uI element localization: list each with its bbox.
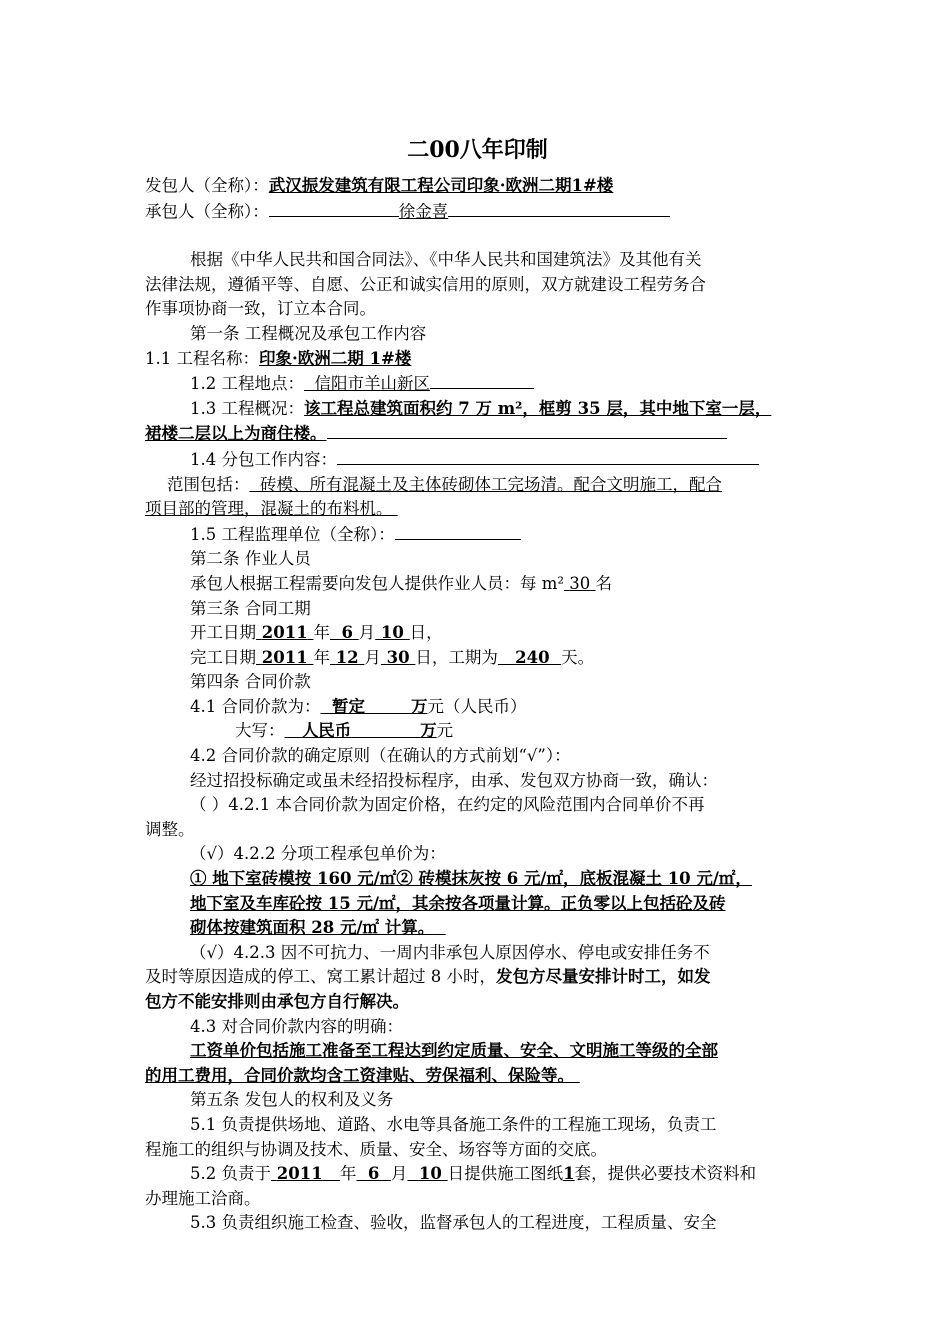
clause-2-text [145, 572, 810, 597]
clause-label: 4.1 合同价款为： [190, 696, 321, 716]
workers-count: 30 [569, 573, 591, 593]
clause-1-3 [145, 397, 810, 422]
unit-year: 年 [339, 1164, 357, 1184]
clause-label: 1.5 工程监理单位（全称）： [190, 524, 395, 544]
start-day: 10 [380, 623, 404, 643]
clause-5-1-b: 程施工的组织与协调及技术、质量、安全、场容等方面的交底。 [145, 1139, 607, 1159]
start-month: 6 [341, 623, 353, 643]
clause-5-1-a: 5.1 负责提供场地、道路、水电等具备施工条件的工程施工现场，负责工 [190, 1114, 717, 1134]
clause-1-2 [145, 371, 810, 397]
contractor-line [145, 199, 810, 225]
clause-bold-text: 的用工费用，合同价款均含工资津贴、劳保福利、保险等。 [145, 1065, 574, 1085]
unit-day: 日， [409, 623, 443, 643]
clause-1-1 [145, 347, 810, 372]
clause-4-3-v1 [145, 1039, 810, 1064]
clause-4-3: 4.3 对合同价款内容的明确： [190, 1016, 403, 1036]
blank-line [337, 447, 759, 465]
clause-4-2-3-b [145, 965, 810, 990]
blank-line [327, 421, 727, 439]
preamble-line-1: 根据《中华人民共和国合同法》、《中华人民共和国建筑法》及其他有关 [190, 250, 702, 270]
price-suffix: 元（人民币） [427, 696, 527, 716]
clause-5-2-b: 办理施工洽商。 [145, 1188, 261, 1208]
clause-4-2-3-c: 包方不能安排则由承包方自行解决。 [145, 992, 409, 1011]
clause-4-3-v2 [145, 1064, 810, 1089]
scope-line-2 [145, 497, 810, 522]
clause-label: 1.2 工程地点： [190, 374, 304, 394]
clause-bold-text: 工资单价包括施工准备至工程达到约定质量、安全、文明施工等级的全部 [190, 1041, 718, 1061]
clause-4-2: 4.2 合同价款的确定原则（在确认的方式前划“√”）： [190, 746, 571, 766]
unit-price-text: ① 地下室砖模按 160 元/㎡② 砖模抹灰按 6 元/㎡，底板混凝土 10 元/㎡， [190, 869, 752, 889]
clause-text: 及时等原因造成的停工、窝工累计超过 8 小时， [145, 967, 496, 987]
article-3-heading: 第三条 合同工期 [190, 598, 311, 618]
employer-name: 武汉振发建筑有限工程公司印象·欧洲二期1#楼 [268, 176, 614, 195]
scope-line-1 [145, 473, 810, 498]
scope-value-2: 项目部的管理，混凝土的布料机。 [145, 499, 393, 519]
contract-page [145, 130, 810, 1236]
unit-year: 年 [313, 623, 330, 643]
employer-label: 发包人（全称）： [145, 176, 269, 195]
unit-month: 月 [390, 1164, 408, 1184]
clause-5-2 [145, 1162, 810, 1187]
end-month: 12 [335, 647, 359, 667]
start-label: 开工日期 [190, 623, 256, 643]
preamble-line-3: 作事项协商一致，订立本合同。 [145, 299, 376, 319]
clause-5-3: 5.3 负责组织施工检查、验收，监督承包人的工程进度，工程质量、安全 [190, 1213, 717, 1233]
clause-label: 1.4 分包工作内容： [190, 449, 337, 469]
price-value: 暂定 万 [332, 696, 428, 716]
daxie-suffix: 元 [436, 721, 454, 741]
end-year: 2011 [261, 647, 308, 667]
clause-4-2-intro: 经过招投标确定或虽未经招投标程序，由承、发包双方协商一致，确认： [190, 770, 718, 790]
scope-label: 范围包括： [167, 474, 250, 494]
unit-month: 月 [364, 647, 381, 667]
unit-year: 年 [313, 647, 330, 667]
drawing-month: 6 [367, 1164, 380, 1184]
clause-4-2-3-a: （√）4.2.3 因不可抗力、一周内非承包人原因停水、停电或安排任务不 [190, 942, 710, 962]
clause-1-5 [145, 522, 810, 548]
unit-day: 日 [415, 647, 432, 667]
workers-unit: 名 [595, 573, 613, 593]
start-year: 2011 [261, 623, 308, 643]
clause-4-1 [145, 695, 810, 720]
unit-price-line-2 [145, 892, 810, 917]
preamble-line-2: 法律法规，遵循平等、自愿、公正和诚实信用的原则，双方就建设工程劳务合 [145, 274, 706, 294]
start-date-line [145, 621, 810, 646]
clause-4-2-1-b: 调整。 [145, 819, 195, 839]
clause-label: 5.2 负责于 [190, 1164, 271, 1184]
scope-value-1: 砖模、所有混凝土及主体砖砌体工完场清。配合文明施工，配合 [260, 474, 722, 494]
duration-value: 240 [515, 647, 550, 667]
end-date-line [145, 646, 810, 671]
project-name: 印象·欧洲二期 1#楼 [259, 348, 412, 368]
project-overview-2: 裙楼二层以上为商住楼。 [145, 424, 327, 444]
clause-label: 1.1 工程名称： [145, 348, 259, 368]
clause-text: 套，提供必要技术资料和 [574, 1164, 757, 1184]
clause-text: 日提供施工图纸 [447, 1164, 564, 1184]
duration-unit: 天。 [561, 647, 595, 667]
contractor-label: 承包人（全称）： [145, 201, 269, 221]
contractor-name: 徐金喜 [398, 201, 449, 221]
drawing-count: 1 [563, 1164, 575, 1184]
end-day: 30 [386, 647, 410, 667]
blank-line [269, 199, 399, 217]
blank-line [430, 371, 534, 389]
unit-price-text: 砌体按建筑面积 28 元/㎡ 计算。 [190, 918, 435, 938]
clause-4-2-1-a: （ ）4.2.1 本合同价款为固定价格，在约定的风险范围内合同单价不再 [190, 795, 705, 815]
clause-1-4 [145, 447, 810, 473]
daxie-label: 大写： [235, 721, 285, 741]
blank-line [448, 199, 670, 217]
clause-label: 1.3 工程概况： [190, 398, 304, 418]
workers-text: 承包人根据工程需要向发包人提供作业人员：每 m² [190, 573, 565, 593]
article-4-heading: 第四条 合同价款 [190, 672, 311, 692]
clause-1-3-cont [145, 421, 810, 447]
daxie-line [145, 719, 810, 744]
drawing-day: 10 [418, 1164, 442, 1184]
clause-4-2-2: （√）4.2.2 分项工程承包单价为： [190, 844, 446, 864]
employer-line [145, 174, 810, 199]
project-overview-1: 该工程总建筑面积约 7 万 m²，框剪 35 层，其中地下室一层， [304, 398, 772, 418]
article-1-heading: 第一条 工程概况及承包工作内容 [190, 323, 427, 343]
end-label: 完工日期 [190, 647, 256, 667]
document-title: 二00八年印制 [407, 137, 548, 163]
daxie-value: 人民币 万 [301, 721, 437, 741]
duration-label: ，工期为 [431, 647, 498, 667]
article-5-heading: 第五条 发包人的权利及义务 [190, 1090, 394, 1110]
project-location: 信阳市羊山新区 [314, 374, 430, 394]
unit-price-text: 地下室及车库砼按 15 元/㎡，其余按各项量计算。正负零以上包括砼及砖 [190, 893, 726, 913]
unit-price-line-1 [145, 867, 810, 892]
clause-bold-text: 发包方尽量安排计时工，如发 [496, 967, 711, 987]
drawing-year: 2011 [276, 1164, 323, 1184]
blank-line [395, 522, 521, 540]
article-2-heading: 第二条 作业人员 [190, 549, 311, 569]
unit-price-line-3 [145, 916, 810, 941]
unit-month: 月 [358, 623, 376, 643]
